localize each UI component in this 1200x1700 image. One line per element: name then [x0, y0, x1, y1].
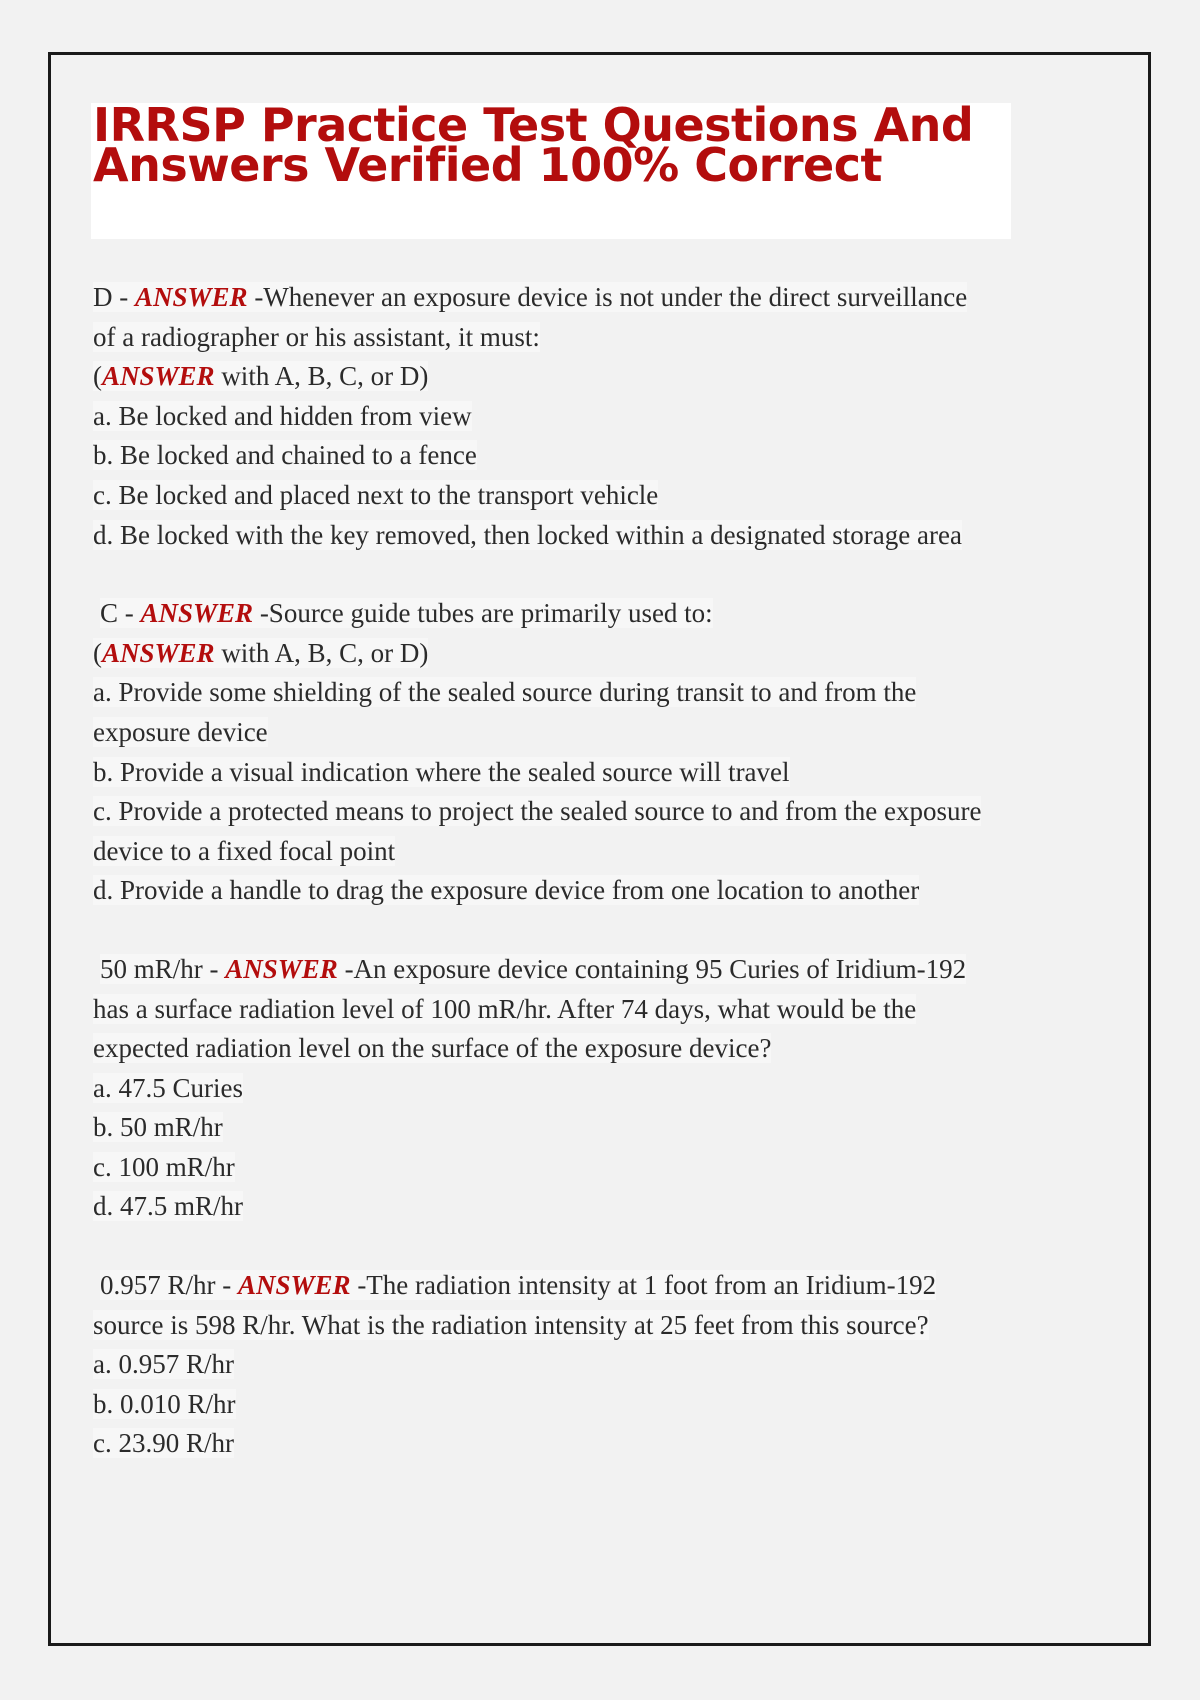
answer-instruction: (ANSWER with A, B, C, or D): [93, 637, 429, 668]
answer-keyword: ANSWER: [140, 598, 254, 629]
question-stem: [93, 594, 1053, 634]
option-a: a. 47.5 Curies: [93, 1072, 243, 1103]
title-line-1: IRRSP Practice Test Questions And: [93, 98, 974, 152]
option-a: a. Be locked and hidden from view: [93, 400, 472, 431]
option-d: d. Be locked with the key removed, then locked within a designated storage area: [93, 519, 962, 550]
document-title: [93, 98, 1013, 192]
question-text: -Whenever an exposure device is not under the direct surveillance: [247, 282, 968, 312]
answer-value: D -: [93, 282, 135, 312]
answer-value: 50 mR/hr -: [100, 953, 226, 984]
question-stem-continued: has a surface radiation level of 100 mR/hr. After 74 days, what would be the: [93, 993, 917, 1024]
title-line-2: Answers Verified 100% Correct: [93, 137, 882, 192]
option-c: c. 100 mR/hr: [93, 1151, 235, 1182]
question-2: [93, 594, 1053, 911]
option-a: a. 0.957 R/hr: [93, 1349, 234, 1380]
document-body: [93, 278, 1053, 1503]
answer-keyword: ANSWER: [135, 282, 248, 312]
answer-instruction: (ANSWER with A, B, C, or D): [93, 361, 429, 392]
option-c-continued: device to a fixed focal point: [93, 835, 396, 866]
question-stem-continued: of a radiographer or his assistant, it must:: [93, 321, 540, 352]
answer-value: 0.957 R/hr -: [100, 1270, 238, 1301]
option-a: a. Provide some shielding of the sealed source during transit to and from the: [93, 677, 917, 708]
option-b: b. Provide a visual indication where the sealed source will travel: [93, 756, 790, 787]
option-c: c. Be locked and placed next to the transport vehicle: [93, 479, 659, 510]
option-b: b. 50 mR/hr: [93, 1112, 223, 1143]
question-stem-continued: expected radiation level on the surface of the exposure device?: [93, 1033, 772, 1064]
answer-keyword: ANSWER: [238, 1270, 351, 1301]
answer-keyword: ANSWER: [102, 361, 215, 392]
option-a-continued: exposure device: [93, 716, 268, 747]
question-stem: [93, 950, 1053, 990]
question-stem: [93, 1266, 1053, 1306]
question-3: [93, 950, 1053, 1227]
option-d: d. Provide a handle to drag the exposure device from one location to another: [93, 875, 920, 906]
option-d: d. 47.5 mR/hr: [93, 1191, 244, 1222]
question-text: -The radiation intensity at 1 foot from an Iridium-192: [350, 1270, 937, 1301]
answer-keyword: ANSWER: [102, 637, 215, 668]
option-b: b. Be locked and chained to a fence: [93, 440, 477, 471]
option-c: c. Provide a protected means to project the sealed source to and from the exposure: [93, 796, 982, 827]
answer-keyword: ANSWER: [225, 953, 338, 984]
question-stem-continued: source is 598 R/hr. What is the radiation intensity at 25 feet from this source?: [93, 1309, 929, 1340]
question-text: -Source guide tubes are primarily used to:: [253, 598, 713, 629]
question-text: -An exposure device containing 95 Curies of Iridium-192: [337, 953, 967, 984]
option-b: b. 0.010 R/hr: [93, 1388, 236, 1419]
question-stem: [93, 278, 1053, 318]
question-4: [93, 1266, 1053, 1464]
option-c: c. 23.90 R/hr: [93, 1428, 234, 1459]
question-1: [93, 278, 1053, 555]
answer-value: C -: [100, 598, 141, 629]
